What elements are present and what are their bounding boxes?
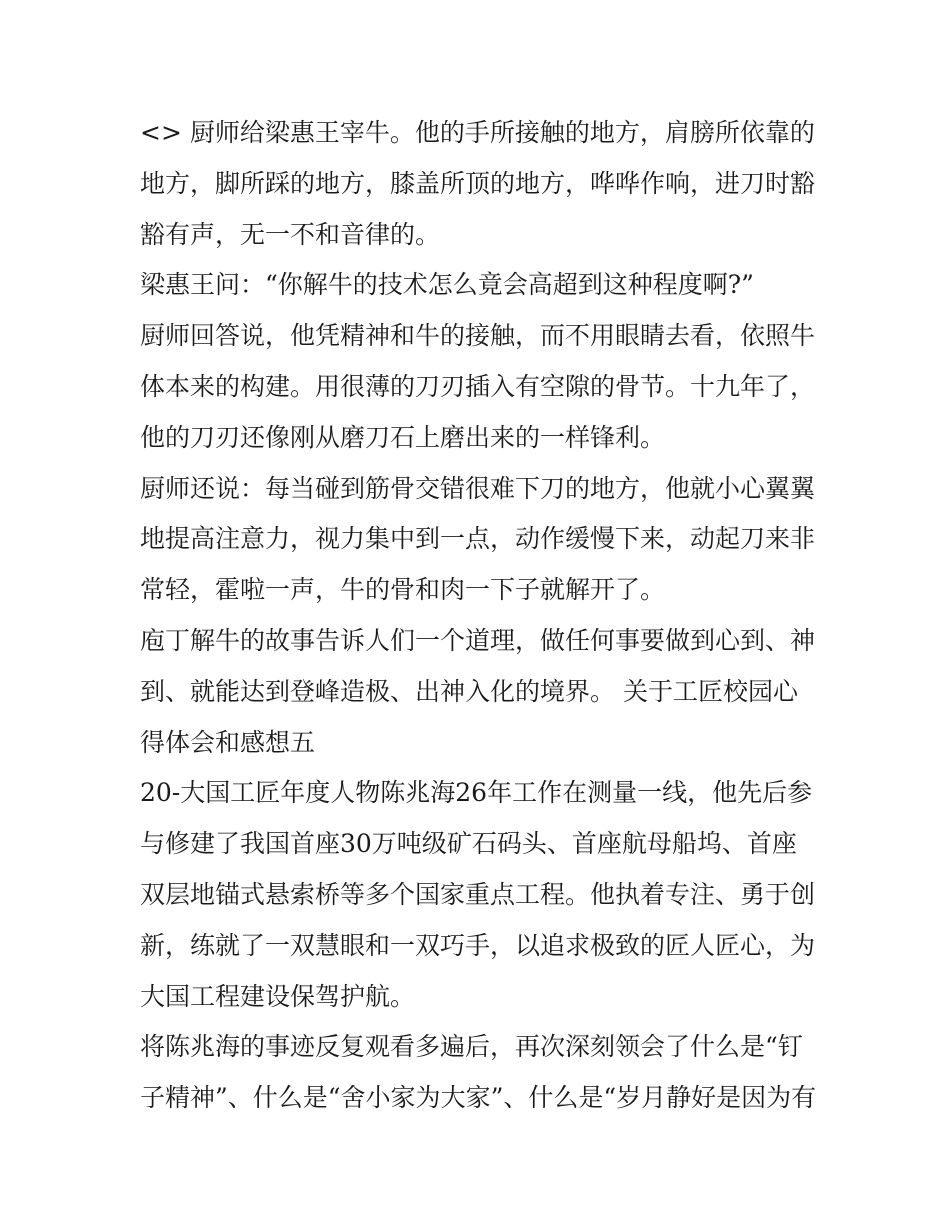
document-body bbox=[140, 108, 818, 1124]
paragraph: 厨师还说：每当碰到筋骨交错很难下刀的地方，他就小心翼翼地提高注意力，视力集中到一点，动作缓慢下来，动起刀来非常轻，霍啦一声，牛的骨和肉一下子就解开了。 bbox=[140, 473, 816, 605]
paragraph: 梁惠王问：“你解牛的技术怎么竟会高超到这种程度啊?” bbox=[140, 270, 754, 300]
paragraph: <> 厨师给梁惠王宰牛。他的手所接触的地方，肩膀所依靠的地方，脚所踩的地方，膝盖所顶的地方，哗哗作响，进刀时豁豁有声，无一不和音律的。 bbox=[140, 118, 816, 249]
paragraph: 20-大国工匠年度人物陈兆海26年工作在测量一线，他先后参与修建了我国首座30万吨级矿石码头、首座航母船坞、首座双层地锚式悬索桥等多个国家重点工程。他执着专注、勇于创新，练就了一双慧眼和一双巧手，以追求极致的匠人匠心，为大国工程建设保驾护航。 bbox=[140, 778, 816, 1011]
paragraph: 厨师回答说，他凭精神和牛的接触，而不用眼睛去看，依照牛体本来的构建。用很薄的刀刃插入有空隙的骨节。十九年了，他的刀刃还像刚从磨刀石上磨出来的一样锋利。 bbox=[140, 321, 816, 452]
paragraph: 将陈兆海的事迹反复观看多遍后，再次深刻领会了什么是“钉子精神”、什么是“舍小家为大家”、什么是“岁月静好是因为有 bbox=[140, 1032, 817, 1113]
paragraph: 庖丁解牛的故事告诉人们一个道理，做任何事要做到心到、神到、就能达到登峰造极、出神入化的境界。 关于工匠校园心得体会和感想五 bbox=[140, 625, 816, 757]
